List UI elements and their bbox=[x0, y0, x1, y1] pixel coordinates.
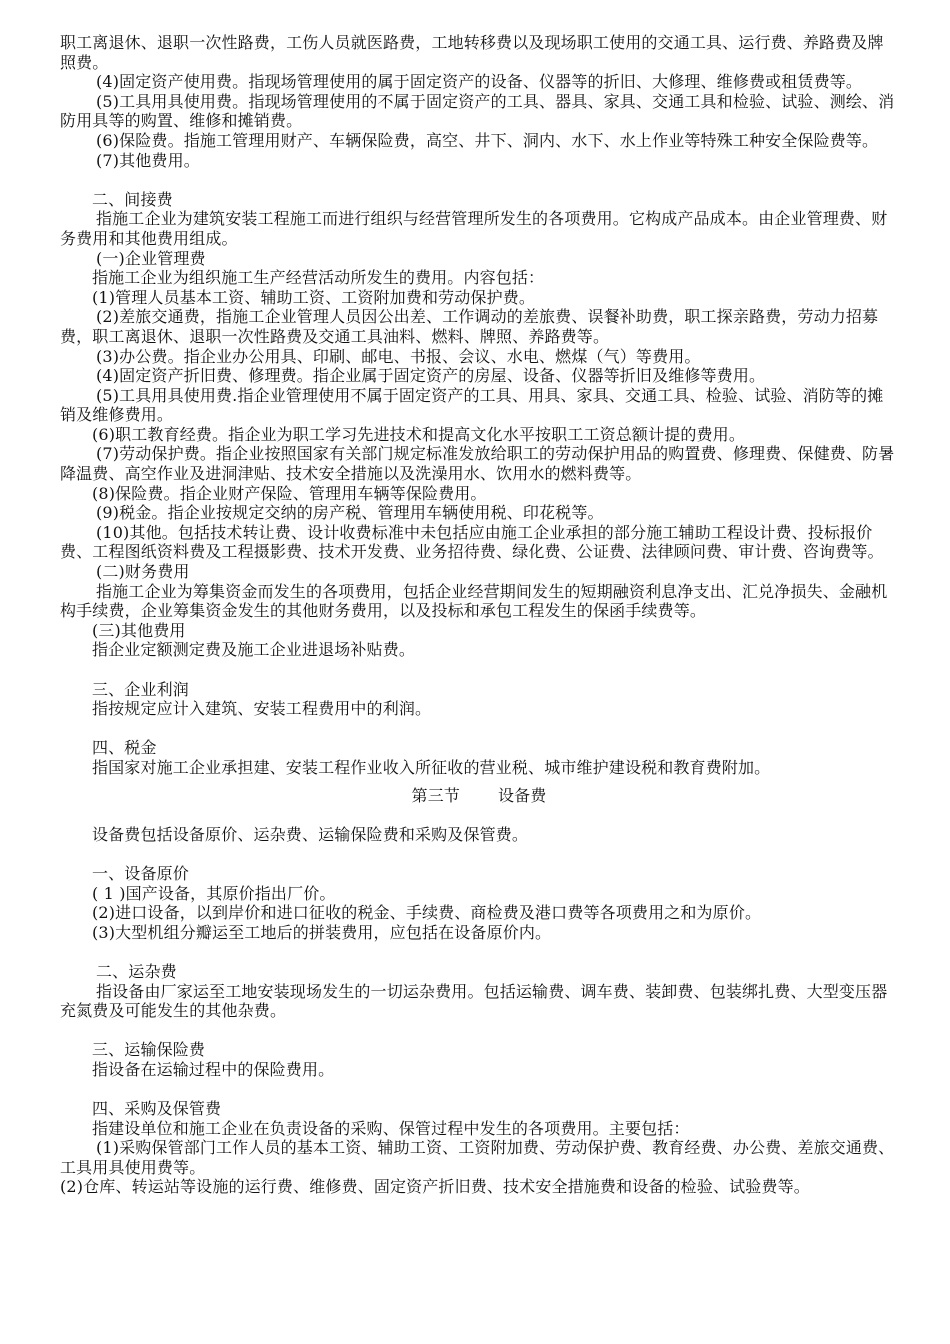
paragraph: 职工离退休、退职一次性路费，工伤人员就医路费，工地转移费以及现场职工使用的交通工具、运行费、养路费及牌照费。 bbox=[60, 33, 884, 72]
paragraph: 指施工企业为建筑安装工程施工而进行组织与经营管理所发生的各项费用。它构成产品成本。由企业管理费、财务费用和其他费用组成。 bbox=[60, 209, 888, 248]
paragraph: (4)固定资产折旧费、修理费。指企业属于固定资产的房屋、设备、仪器等折旧及维修等费用。 bbox=[96, 366, 766, 386]
section-heading: 三、企业利润 bbox=[92, 679, 189, 699]
spacer bbox=[60, 1079, 898, 1099]
section-heading: 二、运杂费 bbox=[96, 961, 177, 981]
spacer bbox=[60, 660, 898, 680]
paragraph: 指企业定额测定费及施工企业进退场补贴费。 bbox=[92, 640, 416, 660]
paragraph: (9)税金。指企业按规定交纳的房产税、管理用车辆使用税、印花税等。 bbox=[96, 503, 604, 523]
section-heading: 四、采购及保管费 bbox=[92, 1099, 222, 1119]
section-heading: 二、间接费 bbox=[92, 189, 173, 209]
paragraph: (4)固定资产使用费。指现场管理使用的属于固定资产的设备、仪器等的折旧、大修理、维修费或租赁费等。 bbox=[96, 72, 863, 92]
spacer bbox=[60, 1021, 898, 1041]
subsection-heading: (二)财务费用 bbox=[96, 562, 190, 582]
paragraph: 指施工企业为筹集资金而发生的各项费用，包括企业经营期间发生的短期融资利息净支出、汇兑净损失、金融机构手续费，企业筹集资金发生的其他财务费用，以及投标和承包工程发生的保函手续费等。 bbox=[60, 581, 888, 621]
section-name: 设备费 bbox=[498, 785, 547, 805]
paragraph: (6)职工教育经费。指企业为职工学习先进技术和提高文化水平按职工工资总额计提的费用。 bbox=[92, 424, 745, 444]
paragraph: (2)差旅交通费，指施工企业管理人员因公出差、工作调动的差旅费、误餐补助费，职工探亲路费，劳动力招募费，职工离退休、退职一次性路费及交通工具油料、燃料、牌照、养路费等。 bbox=[60, 307, 879, 346]
section-heading: 四、税金 bbox=[92, 738, 157, 758]
paragraph: (5)工具用具使用费.指企业管理使用不属于固定资产的工具、用具、家具、交通工具、检验、试验、消防等的摊销及维修费用。 bbox=[60, 385, 884, 425]
paragraph: 指施工企业为组织施工生产经营活动所发生的费用。内容包括： bbox=[92, 268, 545, 288]
paragraph: (3)大型机组分瓣运至工地后的拼装费用，应包括在设备原价内。 bbox=[92, 922, 552, 942]
chapter-section-title bbox=[60, 786, 898, 806]
paragraph: 指设备在运输过程中的保险费用。 bbox=[92, 1059, 335, 1079]
paragraph: 指按规定应计入建筑、安装工程费用中的利润。 bbox=[92, 699, 432, 719]
spacer bbox=[60, 805, 898, 825]
section-number: 第三节 bbox=[411, 785, 460, 805]
paragraph: (2)仓库、转运站等设施的运行费、维修费、固定资产折旧费、技术安全措施费和设备的检验、试验费等。 bbox=[60, 1177, 810, 1197]
subsection-heading: (三)其他费用 bbox=[92, 620, 186, 640]
paragraph: 指建设单位和施工企业在负责设备的采购、保管过程中发生的各项费用。主要包括： bbox=[92, 1118, 690, 1138]
paragraph: (7)劳动保护费。指企业按照国家有关部门规定标准发放给职工的劳动保护用品的购置费、修理费、保健费、防暑降温费、高空作业及进洞津贴、技术安全措施以及洗澡用水、饮用水的燃料费等。 bbox=[60, 444, 895, 484]
paragraph: (1)管理人员基本工资、辅助工资、工资附加费和劳动保护费。 bbox=[92, 287, 536, 307]
paragraph: (2)进口设备，以到岸价和进口征收的税金、手续费、商检费及港口费等各项费用之和为原价。 bbox=[92, 903, 762, 923]
paragraph: (5)工具用具使用费。指现场管理使用的不属于固定资产的工具、器具、家具、交通工具和检验、试验、测绘、消防用具等的购置、维修和摊销费。 bbox=[60, 91, 895, 131]
subsection-heading: (一)企业管理费 bbox=[96, 248, 206, 268]
spacer bbox=[60, 942, 898, 962]
paragraph: (10)其他。包括技术转让费、设计收费标准中未包括应由施工企业承担的部分施工辅助工程设计费、投标报价费、工程图纸资料费及工程摄影费、技术开发费、业务招待费、绿化费、公证费、法律顾问费、审计费、咨询费等。 bbox=[60, 522, 884, 562]
paragraph: (7)其他费用。 bbox=[96, 150, 200, 170]
paragraph: 指国家对施工企业承担建、安装工程作业收入所征收的营业税、城市维护建设税和教育费附加。 bbox=[92, 757, 771, 777]
paragraph: (8)保险费。指企业财产保险、管理用车辆等保险费用。 bbox=[92, 483, 487, 503]
paragraph: (3)办公费。指企业办公用具、印刷、邮电、书报、会议、水电、燃煤（气）等费用。 bbox=[96, 346, 701, 366]
paragraph: ( 1 )国产设备，其原价指出厂价。 bbox=[92, 883, 336, 903]
section-heading: 三、运输保险费 bbox=[92, 1040, 206, 1060]
spacer bbox=[60, 170, 898, 190]
paragraph: (1)采购保管部门工作人员的基本工资、辅助工资、工资附加费、劳动保护费、教育经费、办公费、差旅交通费、工具用具使用费等。 bbox=[60, 1138, 895, 1177]
spacer bbox=[60, 719, 898, 739]
spacer bbox=[60, 844, 898, 864]
paragraph: 指设备由厂家运至工地安装现场发生的一切运杂费用。包括运输费、调车费、装卸费、包装绑扎费、大型变压器充氮费及可能发生的其他杂费。 bbox=[60, 981, 888, 1021]
paragraph: 设备费包括设备原价、运杂费、运输保险费和采购及保管费。 bbox=[92, 824, 529, 844]
section-heading: 一、设备原价 bbox=[92, 863, 189, 883]
paragraph: (6)保险费。指施工管理用财产、车辆保险费，高空、井下、洞内、水下、水上作业等特殊工种安全保险费等。 bbox=[96, 130, 879, 150]
spacer bbox=[60, 778, 898, 786]
